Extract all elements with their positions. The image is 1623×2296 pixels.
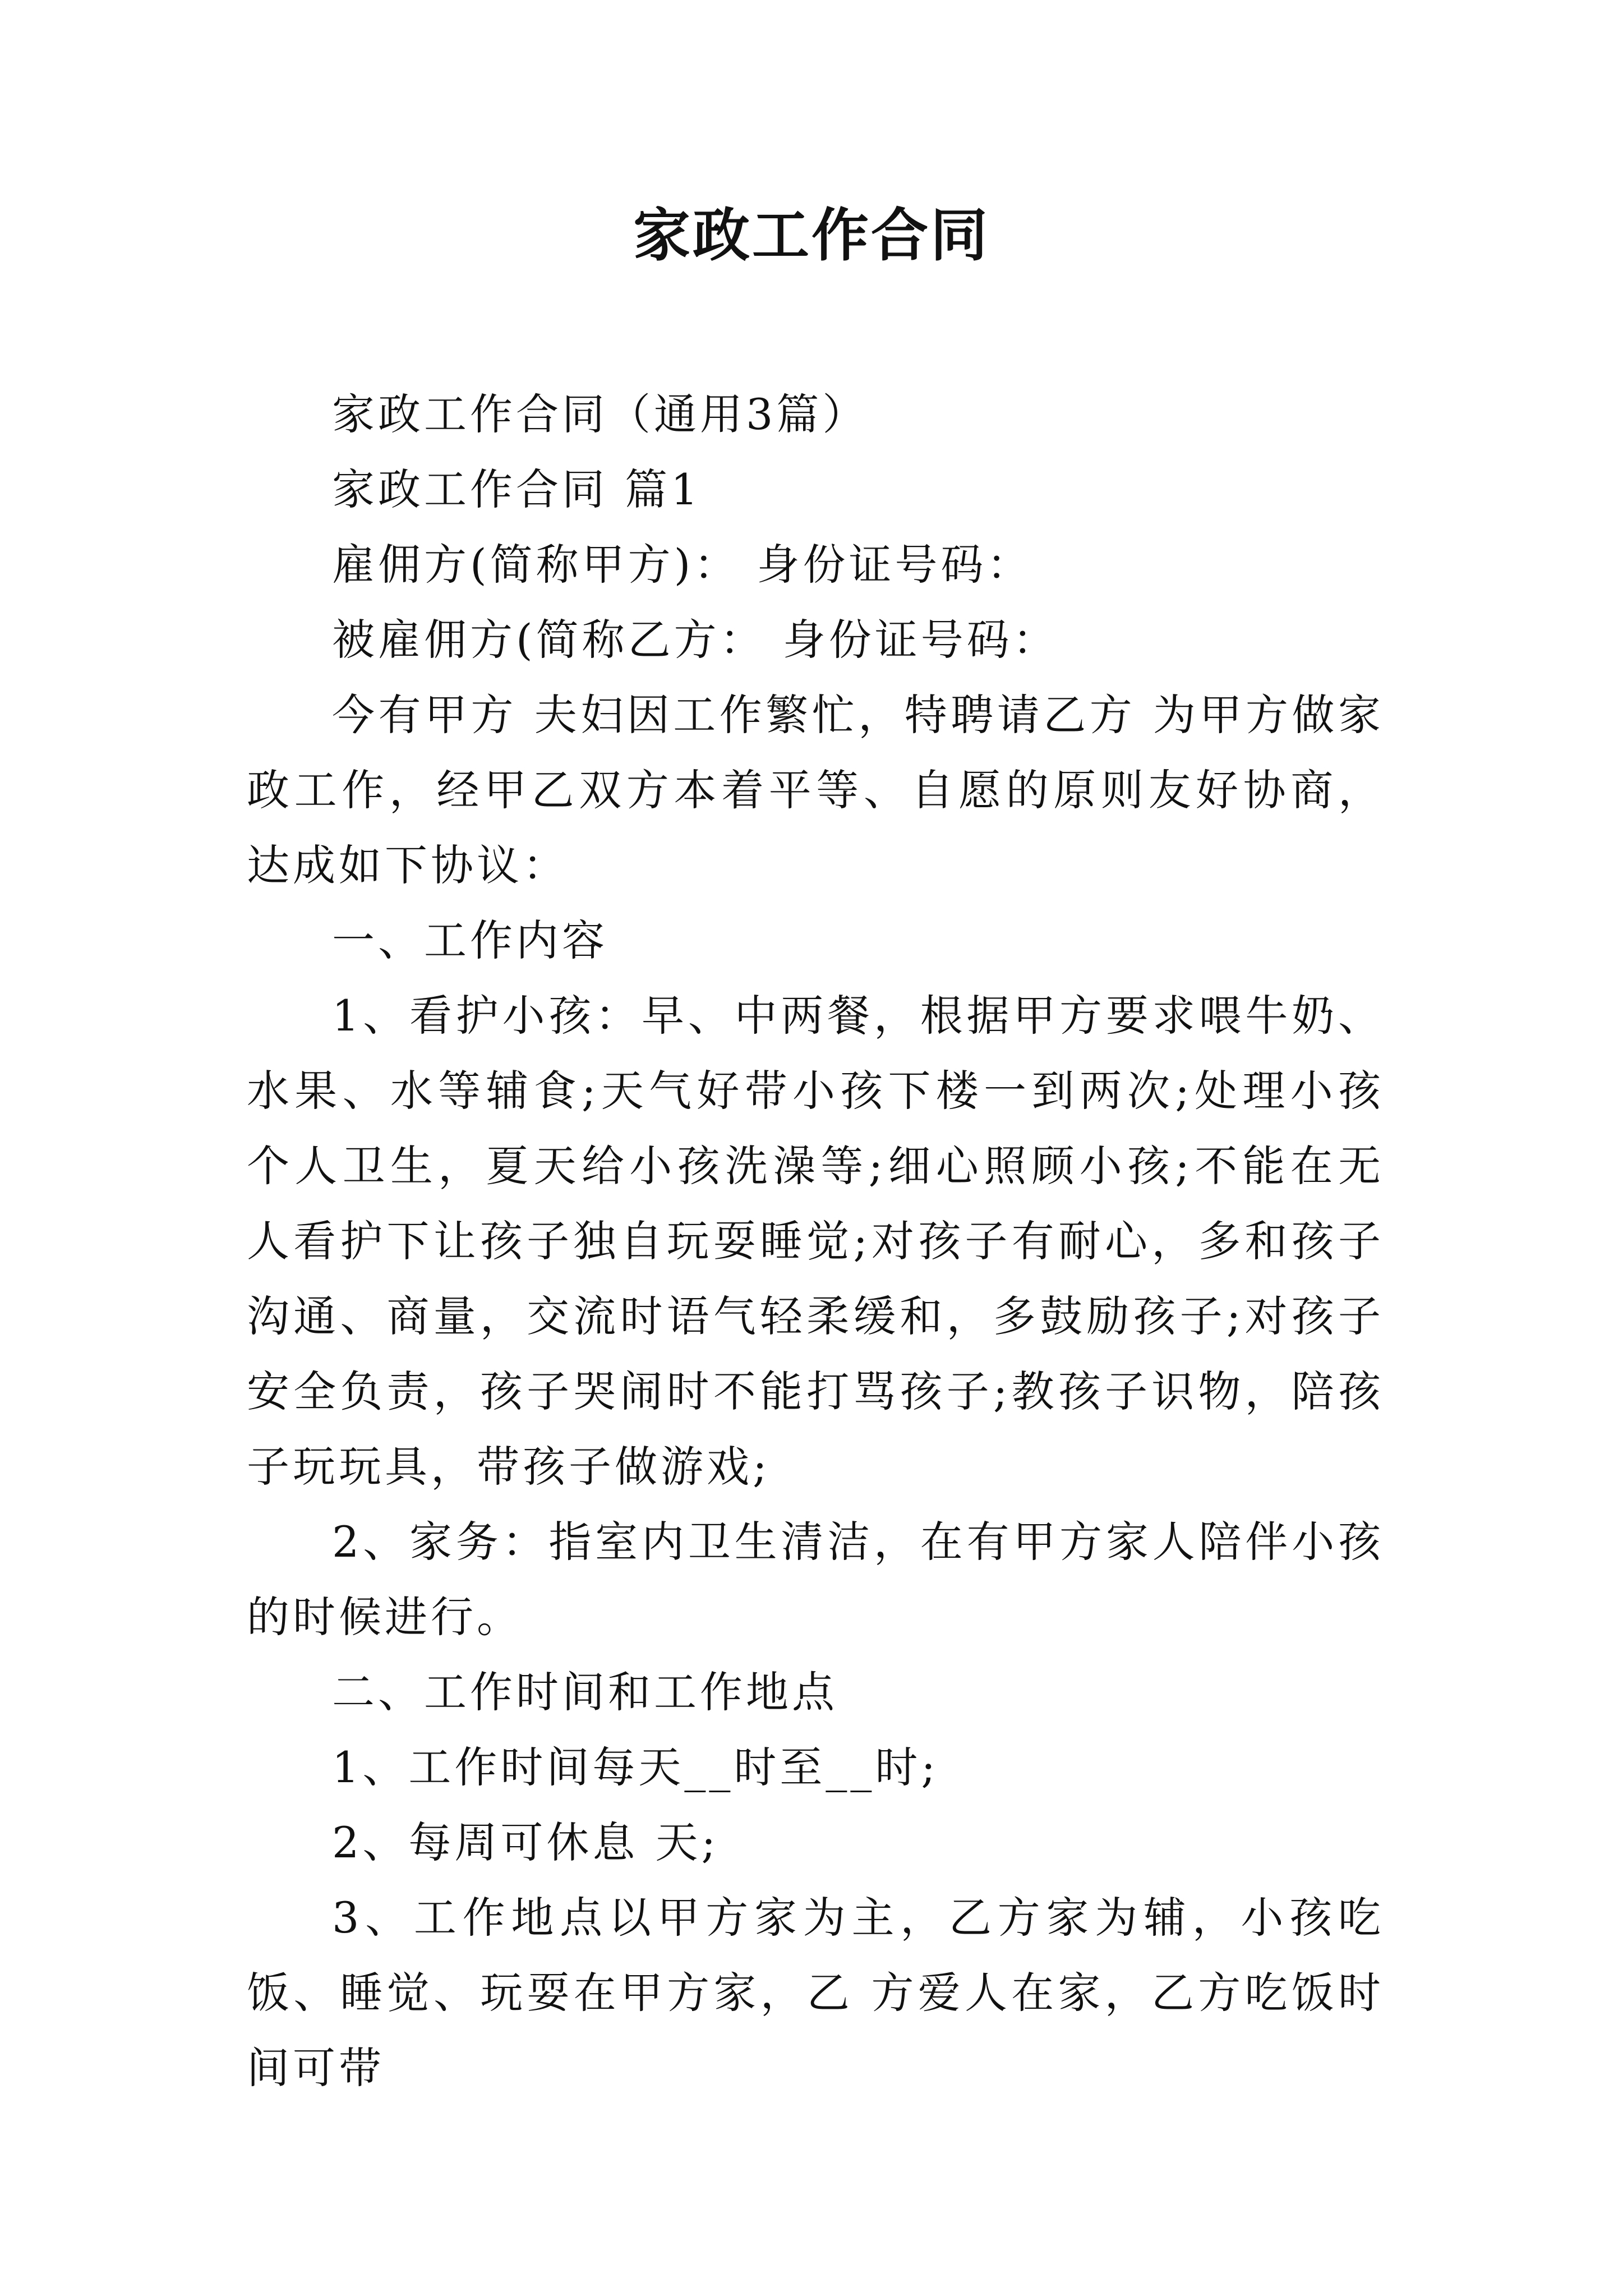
- paragraph-rest-days: 2、每周可休息 天;: [332, 1818, 720, 1867]
- document-title: 家政工作合同: [633, 202, 990, 269]
- paragraph-preamble: 今有甲方 夫妇因工作繁忙，特聘请乙方 为甲方做家政工作，经甲乙双方本着平等、自愿的原则友好协商，达成如下协议：: [247, 690, 1384, 890]
- paragraph-childcare: 1、看护小孩：早、中两餐，根据甲方要求喂牛奶、水果、水等辅食;天气好带小孩下楼一到两次;处理小孩个人卫生，夏天给小孩洗澡等;细心照顾小孩;不能在无人看护下让孩子独自玩耍睡觉;对孩子有耐心，多和孩子沟通、商量，交流时语气轻柔缓和，多鼓励孩子;对孩子安全负责，孩子哭闹时不能打骂孩子;教孩子识物，陪孩子玩玩具，带孩子做游戏;: [247, 991, 1384, 1492]
- paragraph-employee: 被雇佣方(简称乙方： 身份证号码：: [332, 615, 1059, 665]
- document-body: [247, 377, 1384, 2106]
- paragraph-work-location: 3、工作地点以甲方家为主，乙方家为辅，小孩吃饭、睡觉、玩耍在甲方家，乙 方爱人在家，乙方吃饭时间可带: [247, 1893, 1384, 2093]
- paragraph-subtitle: 家政工作合同（通用3篇）: [332, 389, 869, 439]
- paragraph-employer: 雇佣方(简称甲方)： 身份证号码：: [332, 540, 1033, 590]
- paragraph-section-heading: 家政工作合同 篇1: [332, 464, 702, 514]
- paragraph-heading-work-content: 一、工作内容: [332, 915, 608, 965]
- paragraph-housework: 2、家务：指室内卫生清洁，在有甲方家人陪伴小孩的时候进行。: [247, 1517, 1384, 1642]
- paragraph-heading-time-location: 二、工作时间和工作地点: [332, 1667, 838, 1717]
- paragraph-work-hours: 1、工作时间每天__时至__时;: [332, 1742, 939, 1792]
